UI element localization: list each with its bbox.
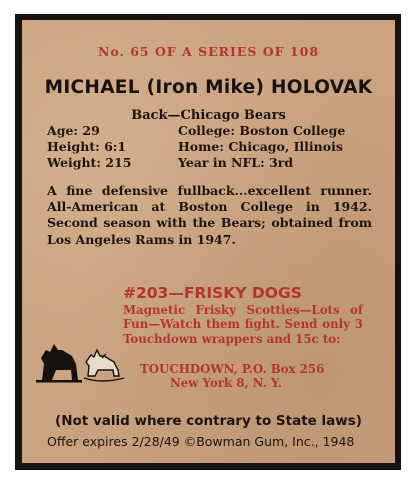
scottie-dog-white-icon	[84, 350, 124, 381]
player-bio: A fine defensive fullback...excellent runner. All-American at Boston College in 1942. Second season with the Bears; obtained from Los Angeles Rams in 1947.	[47, 183, 372, 247]
stat-year-in-nfl: Year in NFL: 3rd	[178, 155, 294, 170]
stat-age: Age: 29	[47, 123, 100, 138]
scottie-dogs-illustration	[36, 328, 128, 384]
stat-height: Height: 6:1	[47, 139, 127, 154]
stat-weight: Weight: 215	[47, 155, 132, 170]
offer-title: #203—FRISKY DOGS	[123, 284, 302, 302]
trading-card-back	[22, 20, 395, 463]
player-position: Back—Chicago Bears	[131, 108, 286, 123]
offer-description: Magnetic Frisky Scotties—Lots of Fun—Watch them fight. Send only 3 Touchdown wrappers and 15c to:	[123, 303, 363, 346]
offer-address-line-1: TOUCHDOWN, P.O. Box 256	[140, 362, 325, 376]
scottie-dog-black-icon	[36, 344, 82, 383]
legal-notice: (Not valid where contrary to State laws)	[55, 413, 362, 429]
offer-address-line-2: New York 8, N. Y.	[170, 376, 282, 390]
series-number: No. 65 OF A SERIES OF 108	[97, 44, 320, 59]
stat-home: Home: Chicago, Illinois	[178, 139, 343, 154]
player-name: MICHAEL (Iron Mike) HOLOVAK	[44, 77, 373, 98]
offer-expiration-copyright: Offer expires 2/28/49 ©Bowman Gum, Inc., 1948	[47, 434, 355, 449]
stat-college: College: Boston College	[178, 123, 346, 138]
